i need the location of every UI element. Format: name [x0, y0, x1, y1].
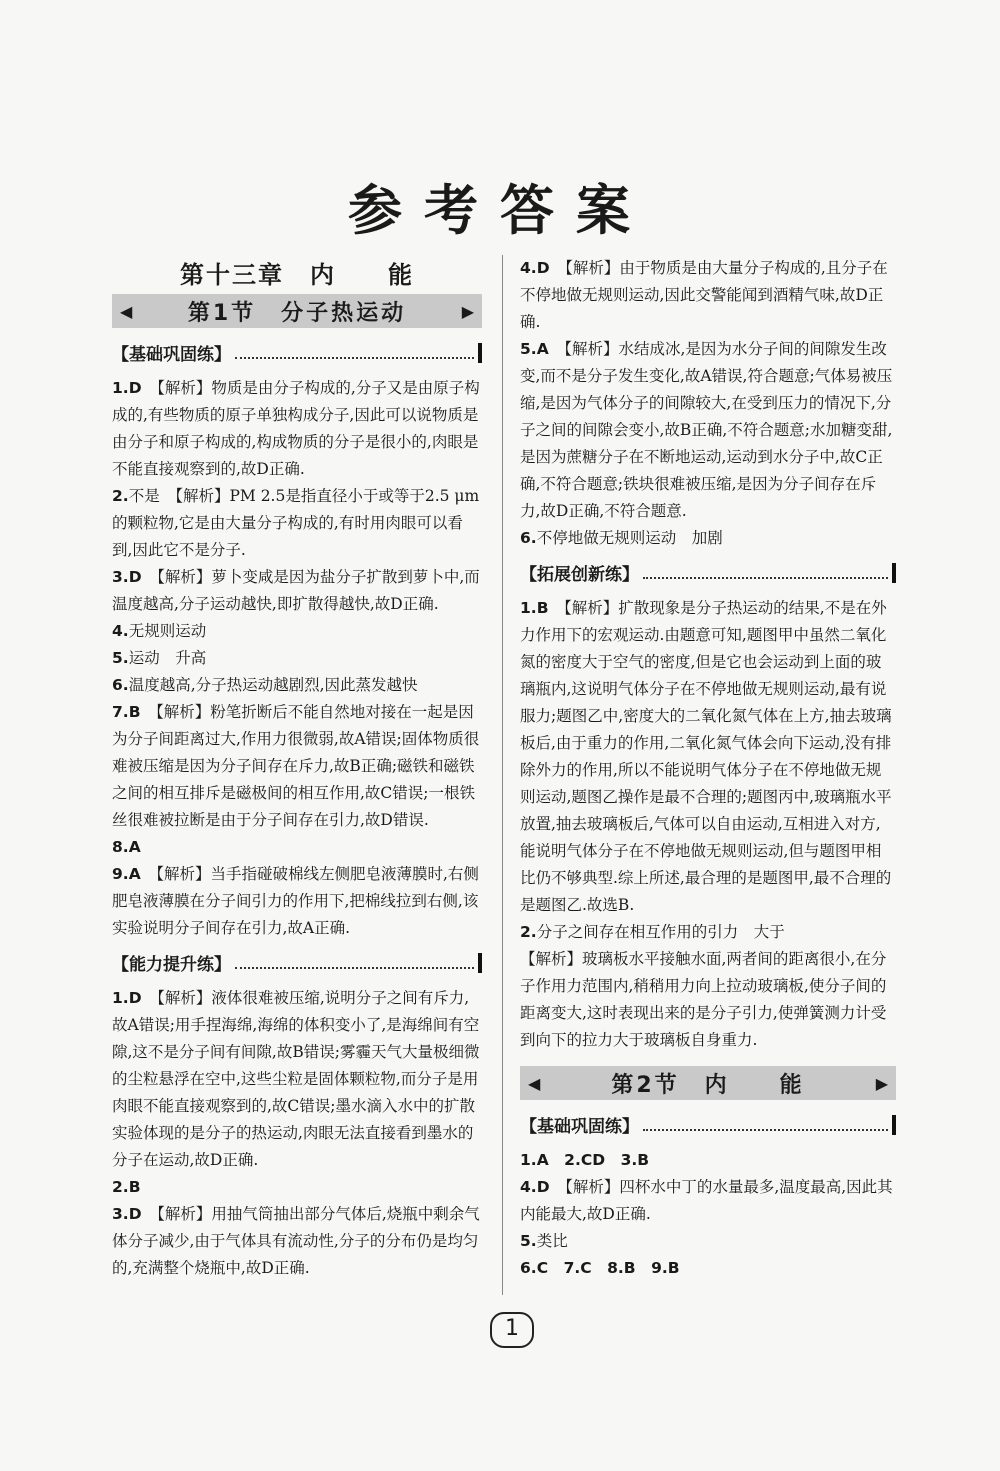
dotted-leader: [643, 1119, 888, 1131]
dotted-leader: [643, 567, 888, 579]
category-header: [112, 950, 482, 975]
section-banner: [520, 1066, 896, 1100]
end-bar: [892, 563, 896, 583]
category-header: [520, 1112, 896, 1137]
category-label: 【拓展创新练】: [520, 565, 639, 585]
answer-item: 1.B 【解析】扩散现象是分子热运动的结果,不是在外力作用下的宏观运动.由题意可知,题图甲中虽然二氧化氮的密度大于空气的密度,但是它也会运动到上面的玻璃瓶内,这说明气体分子在不停地做无规则运动,最有说服力;题图乙中,密度大的二氧化氮气体在上方,抽去玻璃板后,由于重力的作用,二氧化氮气体会向下运动,没有排除外力的作用,所以不能说明气体分子在不停地做无规则运动,题图乙操作是最不合理的;题图丙中,玻璃瓶水平放置,抽去玻璃板后,气体可以自由运动,互相进入对方,能说明气体分子在不停地做无规则运动,但与题图甲相比仍不够典型.综上所述,最合理的是题图甲,最不合理的是题图乙.故选B.: [520, 599, 892, 914]
category-label: 【基础巩固练】: [112, 345, 231, 365]
answer-item: 8.A: [112, 838, 141, 856]
answer-item: 4.D 【解析】由于物质是由大量分子构成的,且分子在不停地做无规则运动,因此交警能闻到酒精气味,故D正确.: [520, 259, 888, 331]
end-bar: [892, 1115, 896, 1135]
answer-item: 4.无规则运动: [112, 622, 207, 640]
left-triangle-icon: ◀: [528, 1073, 541, 1093]
answer-item: 7.B 【解析】粉笔折断后不能自然地对接在一起是因为分子间距离过大,作用力很微弱,故A错误;固体物质很难被压缩是因为分子间存在斥力,故B正确;磁铁和磁铁之间的相互排斥是磁极间的相互作用,故C错误;一根铁丝很难被拉断是由于分子间存在引力,故D错误.: [112, 703, 480, 829]
chapter-title: 第十三章 内 能: [180, 261, 414, 289]
dotted-leader: [235, 957, 474, 969]
answer-item: 6.温度越高,分子热运动越剧烈,因此蒸发越快: [112, 676, 418, 694]
answer-item: 1.D 【解析】物质是由分子构成的,分子又是由原子构成的,有些物质的原子单独构成分子,因此可以说物质是由分子和原子构成的,构成物质的分子是很小的,肉眼是不能直接观察到的,故D正确.: [112, 379, 480, 478]
category-label: 【能力提升练】: [112, 955, 231, 975]
answer-item: 3.D 【解析】萝卜变咸是因为盐分子扩散到萝卜中,而温度越高,分子运动越快,即扩散得越快,故D正确.: [112, 568, 480, 613]
answer-item: 3.D 【解析】用抽气筒抽出部分气体后,烧瓶中剩余气体分子减少,由于气体具有流动性,分子的分布仍是均匀的,充满整个烧瓶中,故D正确.: [112, 1205, 480, 1277]
answer-item: 1.A 2.CD 3.B: [520, 1151, 650, 1169]
right-column: [520, 255, 896, 1282]
answer-item: 2.B: [112, 1178, 141, 1196]
answer-item: 5.A 【解析】水结成冰,是因为水分子间的间隙发生改变,而不是分子发生变化,故A错误,符合题意;气体易被压缩,是因为气体分子的间隙较大,在受到压力的情况下,分子之间的间隙会变小,故B正确,不符合题意;水加糖变甜,是因为蔗糖分子在不断地运动,运动到水分子中,故C正确,不符合题意;铁块很难被压缩,是因为分子间存在斥力,故D正确,不符合题意.: [520, 340, 893, 520]
left-column: [112, 255, 482, 1282]
page-number: 1: [490, 1312, 534, 1348]
end-bar: [478, 343, 482, 363]
answer-item: 4.D 【解析】四杯水中丁的水量最多,温度最高,因此其内能最大,故D正确.: [520, 1178, 893, 1223]
answer-item: 6.不停地做无规则运动 加剧: [520, 529, 723, 547]
answer-item: 2.分子之间存在相互作用的引力 大于 【解析】玻璃板水平接触水面,两者间的距离很小,在分子作用力范围内,稍稍用力向上拉动玻璃板,使分子间的距离变大,这时表现出来的是分子引力,使弹簧测力计受到向下的拉力大于玻璃板自身重力.: [520, 923, 887, 1049]
answer-item: 1.D 【解析】液体很难被压缩,说明分子之间有斥力,故A错误;用手捏海绵,海绵的体积变小了,是海绵间有空隙,这不是分子间有间隙,故B错误;雾霾天气大量极细微的尘粒悬浮在空中,这些尘粒是固体颗粒物,而分子是用肉眼不能直接观察到的,故C错误;墨水滴入水中的扩散实验体现的是分子的热运动,肉眼无法直接看到墨水的分子在运动,故D正确.: [112, 989, 480, 1169]
category-header: [520, 560, 896, 585]
left-triangle-icon: ◀: [120, 301, 133, 321]
category-label: 【基础巩固练】: [520, 1117, 639, 1137]
page-title: 参考答案: [348, 179, 652, 242]
answer-item: 5.运动 升高: [112, 649, 207, 667]
right-triangle-icon: ▶: [461, 301, 474, 321]
dotted-leader: [235, 347, 474, 359]
right-triangle-icon: ▶: [875, 1073, 888, 1093]
section-title: 第1节 分子热运动: [187, 300, 407, 326]
column-divider: [502, 255, 503, 1295]
answer-item: 5.类比: [520, 1232, 568, 1250]
answer-item: 6.C 7.C 8.B 9.B: [520, 1259, 680, 1277]
answer-item: 2.不是 【解析】PM 2.5是指直径小于或等于2.5 μm的颗粒物,它是由大量分子构成的,有时用肉眼可以看到,因此它不是分子.: [112, 487, 480, 559]
category-header: [112, 340, 482, 365]
section-banner: [112, 294, 482, 328]
end-bar: [478, 953, 482, 973]
answer-item: 9.A 【解析】当手指碰破棉线左侧肥皂液薄膜时,右侧肥皂液薄膜在分子间引力的作用下,把棉线拉到右侧,该实验说明分子间存在引力,故A正确.: [112, 865, 479, 937]
section-title: 第2节 内 能: [611, 1072, 805, 1098]
